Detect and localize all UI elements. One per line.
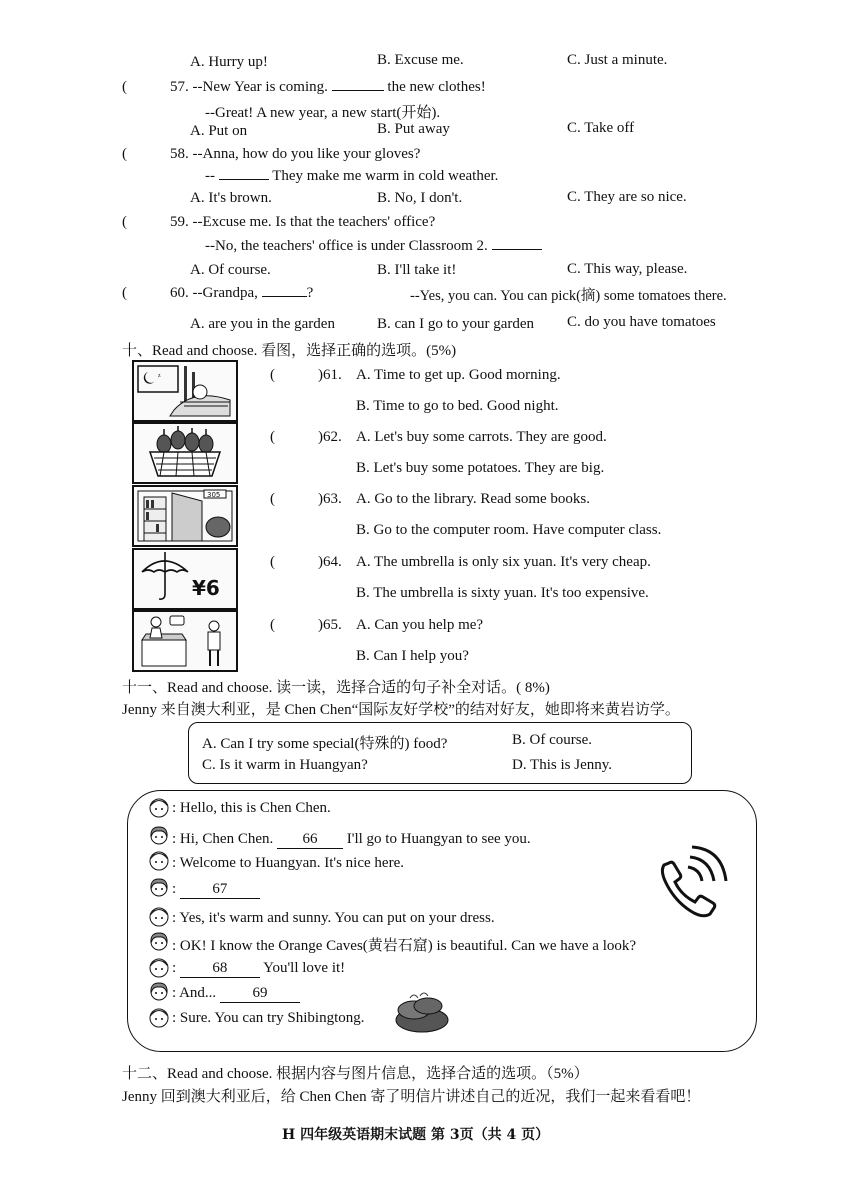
q61-number: )61. (318, 367, 342, 383)
q58-option-b: B. No, I don't. (377, 190, 463, 206)
q62-number: )62. (318, 429, 342, 445)
chenchen-avatar (148, 850, 170, 872)
phone-icon (650, 845, 728, 923)
section-11-intro: Jenny 来自澳大利亚，是 Chen Chen“国际友好学校”的结对好友，她即将来黄岩访学。 (122, 702, 680, 718)
q58-reply: -- They make me warm in cold weather. (205, 168, 499, 184)
dialog-line-9: : Sure. You can try Shibingtong. (172, 1010, 365, 1026)
q61-paren: ( (270, 367, 275, 383)
q64-option-b: B. The umbrella is sixty yuan. It's too expensive. (356, 585, 649, 601)
shibingtong-food-image (390, 990, 450, 1036)
q60-question: 60. --Grandpa, ? (170, 285, 314, 301)
q60-option-b: B. can I go to your garden (377, 316, 535, 332)
q57-paren-open: ( (122, 79, 127, 95)
option-a: A. Can I try some special(特殊的) food? (202, 736, 448, 752)
q61-option-b: B. Time to go to bed. Good night. (356, 398, 559, 414)
umbrella-price-label: ¥6 (192, 576, 220, 600)
section-12-title: 十二、Read and choose. 根据内容与图片信息，选择合适的选项。（5%） (122, 1066, 589, 1082)
blank-66[interactable]: 66 (277, 831, 343, 849)
dialog-line-7: : 68 You'll love it! (172, 960, 346, 976)
jenny-avatar (148, 825, 170, 847)
q59-option-c: C. This way, please. (567, 261, 688, 277)
section-10-title: 十、Read and choose. 看图，选择正确的选项。(5%) (122, 343, 457, 359)
chenchen-avatar (148, 1007, 170, 1029)
chenchen-avatar (148, 957, 170, 979)
page-footer: H 四年级英语期末试题 第 3页（共 4 页） (282, 1127, 550, 1143)
q63-number: )63. (318, 491, 342, 507)
q60-reply: --Yes, you can. You can pick(摘) some tomatoes there. (410, 288, 727, 304)
picture-basket-vegetables (132, 422, 238, 484)
q65-option-a: A. Can you help me? (356, 617, 484, 633)
q60-option-a: A. are you in the garden (190, 316, 335, 332)
q57-question: 57. --New Year is coming. the new clothes! (170, 79, 486, 95)
q56-option-c: C. Just a minute. (567, 52, 668, 68)
q59-option-b: B. I'll take it! (377, 262, 457, 278)
q59-paren-open: ( (122, 214, 127, 230)
jenny-avatar (148, 877, 170, 899)
option-b: B. Of course. (512, 732, 592, 748)
jenny-avatar (148, 981, 170, 1003)
q63-option-b: B. Go to the computer room. Have computer class. (356, 522, 662, 538)
q57-option-a: A. Put on (190, 123, 248, 139)
q56-option-b: B. Excuse me. (377, 52, 464, 68)
picture-umbrella-price (132, 548, 238, 610)
q63-option-a: A. Go to the library. Read some books. (356, 491, 590, 507)
q58-option-c: C. They are so nice. (567, 189, 687, 205)
dialog-line-4: : 67 (172, 881, 260, 899)
blank-69[interactable]: 69 (220, 985, 300, 1003)
dialog-line-6: : OK! I know the Orange Caves(黄岩石窟) is beautiful. Can we have a look? (172, 938, 637, 954)
q59-question: 59. --Excuse me. Is that the teachers' office? (170, 214, 436, 230)
option-c: C. Is it warm in Huangyan? (202, 757, 368, 773)
q65-number: )65. (318, 617, 342, 633)
q56-option-a: A. Hurry up! (190, 54, 268, 70)
q62-paren: ( (270, 429, 275, 445)
q64-number: )64. (318, 554, 342, 570)
picture-bed-night (132, 360, 238, 422)
dialog-line-5: : Yes, it's warm and sunny. You can put on your dress. (172, 910, 495, 926)
q64-option-a: A. The umbrella is only six yuan. It's very cheap. (356, 554, 651, 570)
dialog-line-8: : And... 69 (172, 985, 300, 1003)
section-11-title: 十一、Read and choose. 读一读，选择合适的句子补全对话。( 8%) (122, 680, 550, 696)
chenchen-avatar (148, 797, 170, 819)
q62-option-b: B. Let's buy some potatoes. They are big. (356, 460, 605, 476)
q57-option-b: B. Put away (377, 121, 450, 137)
q65-paren: ( (270, 617, 275, 633)
q64-paren: ( (270, 554, 275, 570)
blank-68[interactable]: 68 (180, 960, 260, 978)
q62-option-a: A. Let's buy some carrots. They are good. (356, 429, 607, 445)
dialog-line-1: : Hello, this is Chen Chen. (172, 800, 331, 816)
dialog-line-2: : Hi, Chen Chen. 66 I'll go to Huangyan to see you. (172, 831, 531, 847)
blank-67[interactable]: 67 (180, 881, 260, 899)
svg-text:z: z (158, 373, 161, 379)
room-number-sign: 305 (207, 491, 221, 499)
q59-option-a: A. Of course. (190, 262, 271, 278)
q65-option-b: B. Can I help you? (356, 648, 469, 664)
section-12-intro: Jenny 回到澳大利亚后，给 Chen Chen 寄了明信片讲述自己的近况，我们一起来看看吧！ (122, 1089, 701, 1105)
q60-paren-open: ( (122, 285, 127, 301)
q58-paren-open: ( (122, 146, 127, 162)
q59-reply: --No, the teachers' office is under Classroom 2. (205, 238, 542, 255)
q58-option-a: A. It's brown. (190, 190, 272, 206)
q60-option-c: C. do you have tomatoes (567, 314, 716, 330)
dialog-line-3: : Welcome to Huangyan. It's nice here. (172, 855, 404, 871)
chenchen-avatar (148, 906, 170, 928)
picture-library-room (132, 485, 238, 547)
q61-option-a: A. Time to get up. Good morning. (356, 367, 561, 383)
q63-paren: ( (270, 491, 275, 507)
option-d: D. This is Jenny. (512, 757, 613, 773)
picture-shop-vendor (132, 610, 238, 672)
q57-option-c: C. Take off (567, 120, 635, 136)
jenny-avatar (148, 931, 170, 953)
q58-question: 58. --Anna, how do you like your gloves? (170, 146, 421, 162)
q57-reply: --Great! A new year, a new start(开始). (205, 105, 441, 121)
